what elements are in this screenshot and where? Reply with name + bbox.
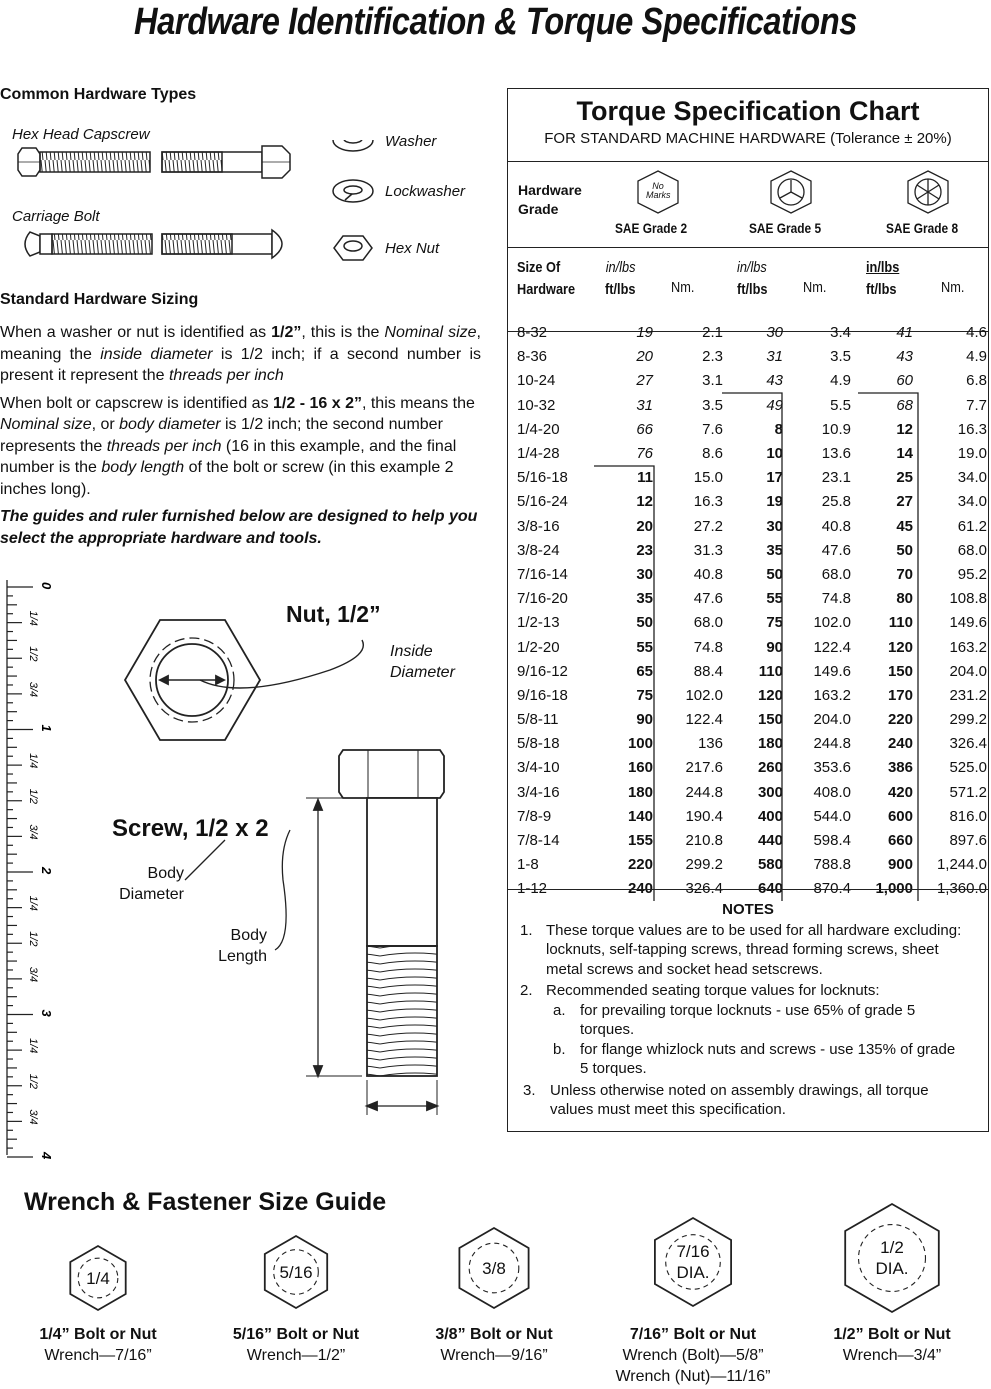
hex-size-label: 1/2 DIA. [875,1238,909,1278]
table-cell: 299.2 [949,711,987,729]
table-cell: 3/4-10 [517,759,560,777]
ruler-major-label: 2 [39,867,54,875]
table-cell: 47.6 [693,590,723,608]
table-cell: 7/16-20 [517,590,568,608]
inside-diameter-label: Inside Diameter [390,643,455,681]
col-grade2-torque-header: in/lbs ft/lbs [605,259,636,298]
table-cell: 8-32 [517,324,548,342]
table-cell: 102.0 [685,686,723,704]
hex-capscrew-icon [18,146,290,178]
wrench-guide-item [404,1324,584,1366]
table-cell: 40.8 [693,565,723,583]
col-grade8-torque-header: in/lbs ft/lbs [866,259,900,298]
chart-title: Torque Specification Chart [576,96,920,126]
table-cell: 7/8-14 [517,832,560,850]
grade-2-label: SAE Grade 2 [615,220,688,236]
table-cell: 55 [766,590,783,608]
table-cell: 525.0 [949,759,987,777]
table-cell: 2.3 [702,348,723,366]
table-cell: 440 [757,832,783,850]
hex-capscrew-label: Hex Head Capscrew [12,126,150,143]
table-cell: 299.2 [685,856,723,874]
table-cell: 65 [636,662,653,680]
table-cell: 6.8 [966,372,987,390]
wrench-guide-heading: Wrench & Fastener Size Guide [24,1188,387,1216]
table-cell: 108.8 [949,590,987,608]
table-cell: 70 [896,565,913,583]
table-cell: 420 [887,783,913,801]
table-cell: 5/16-18 [517,469,568,487]
grade-row [508,161,988,332]
torque-chart [507,88,989,1132]
sizing-heading: Standard Hardware Sizing [0,291,199,308]
hex-nut-icon [334,236,372,260]
table-cell: 74.8 [821,590,851,608]
table-cell: 45 [896,517,913,535]
table-cell: 190.4 [685,807,723,825]
hardware-illustrations [0,140,380,280]
table-cell: 3/4-16 [517,783,560,801]
table-cell: 68.0 [821,565,851,583]
table-cell: 386 [887,759,913,777]
table-cell: 12 [636,493,653,511]
table-cell: 136 [697,735,723,753]
ruler-minor-label: 1/2 [27,646,39,662]
table-cell: 300 [757,783,783,801]
table-cell: 27.2 [693,517,723,535]
grade-marks [628,167,988,217]
table-cell: 600 [887,807,913,825]
table-cell: 7/8-9 [517,807,552,825]
note-3: 3. Unless otherwise noted on assembly drawings, all torque values must meet this specification. [523,1081,929,1118]
table-cell: 8-36 [517,348,548,366]
table-cell: 150 [887,662,913,680]
table-cell: 90 [766,638,783,656]
table-cell: 220 [887,711,913,729]
table-cell: 19 [766,493,783,511]
wrench-size: Wrench—3/4” [842,1347,942,1364]
sizing-paragraph-1: When a washer or nut is identified as 1/2”, this is the Nominal size, meaning the inside diameter is 1/2 inch; if a second number is present it represent the threads per inch [0,324,482,384]
table-cell: 31 [636,396,653,414]
table-cell: 55 [636,638,653,656]
ruler-minor-label: 3/4 [27,1109,39,1125]
table-cell: 68.0 [957,541,987,559]
table-cell: 1/2-13 [517,614,560,632]
hardware-grade-label: Hardware Grade [518,182,582,217]
table-cell: 1,244.0 [936,856,987,874]
table-cell: 408.0 [813,783,851,801]
no-marks-label: No Marks [646,181,671,200]
table-cell: 122.4 [685,711,723,729]
table-cell: 240 [627,880,653,898]
ruler-major-label: 4 [39,1152,54,1160]
table-cell: 544.0 [813,807,851,825]
table-cell: 7.7 [966,396,987,414]
table-cell: 16.3 [957,420,987,438]
table-cell: 816.0 [949,807,987,825]
table-cell: 3.5 [702,396,723,414]
table-cell: 5/8-11 [517,711,559,729]
table-cell: 50 [766,565,783,583]
table-cell: 1,360.0 [936,880,987,898]
table-cell: 1/4-28 [517,445,560,463]
col-grade8-nm-header: Nm. [941,279,965,296]
table-cell: 25.8 [821,493,851,511]
table-cell: 4.9 [966,348,987,366]
carriage-bolt-label: Carriage Bolt [12,208,100,225]
table-cell: 30 [636,565,653,583]
table-cell: 155 [627,832,653,850]
table-cell: 31.3 [693,541,723,559]
table-cell: 204.0 [949,662,987,680]
note-2: 2. Recommended seating torque values for locknuts: [520,982,880,999]
ruler-minor-label: 1/4 [27,1038,39,1054]
table-cell: 110 [888,614,913,632]
table-cell: 100 [627,735,653,753]
ruler-minor-label: 1/2 [27,788,39,805]
table-cell: 50 [896,541,913,559]
table-cell: 163.2 [949,638,987,656]
table-cell: 30 [766,324,783,342]
table-cell: 4.6 [966,324,987,342]
wrench-guide-item [206,1324,386,1366]
table-cell: 66 [636,420,653,438]
table-cell: 3.1 [702,372,723,390]
table-cell: 15.0 [693,469,723,487]
wrench-guide-item [802,1324,982,1366]
screw-label: Screw, 1/2 x 2 [112,815,269,842]
table-cell: 17 [766,469,783,487]
table-cell: 11 [637,469,653,487]
table-cell: 217.6 [685,759,723,777]
table-cell: 27 [636,372,653,390]
fastener-size: 5/16” Bolt or Nut [232,1326,360,1343]
table-cell: 7/16-14 [517,565,568,583]
table-cell: 231.2 [949,686,987,704]
table-cell: 35 [766,541,783,559]
table-cell: 16.3 [693,493,723,511]
table-cell: 244.8 [813,735,851,753]
grade-8-label: SAE Grade 8 [886,220,959,236]
table-cell: 27 [896,493,913,511]
table-cell: 20 [636,348,653,366]
table-cell: 90 [636,711,653,729]
table-cell: 180 [627,783,653,801]
table-cell: 2.1 [702,324,723,342]
table-cell: 660 [887,832,913,850]
table-cell: 400 [757,807,783,825]
table-cell: 326.4 [949,735,987,753]
sizing-paragraph-2: When bolt or capscrew is identified as 1/2 - 16 x 2”, this means the Nominal size, or body diameter is 1/2 inch; the second number represents the threads per inch (16 in this example, and the final number is the body length of the bolt or screw (in this example 2 inches long). [0,394,475,498]
table-cell: 31 [766,348,783,366]
table-cell: 160 [627,759,653,777]
ruler-minor-label: 1/2 [27,931,39,947]
ruler-minor-label: 1/4 [27,610,39,626]
ruler-minor-label: 1/4 [27,753,39,769]
table-cell: 47.6 [821,541,851,559]
grade-5-label: SAE Grade 5 [749,220,822,236]
table-cell: 34.0 [957,493,987,511]
table-cell: 23 [636,541,653,559]
table-cell: 10-32 [517,396,556,414]
table-cell: 75 [766,614,783,632]
table-cell: 1/2-20 [517,638,560,656]
carriage-bolt-icon [25,230,282,258]
table-cell: 571.2 [949,783,987,801]
table-cell: 60 [896,372,913,390]
note-2a: a. for prevailing torque locknuts - use 65% of grade 5 torques. [553,1001,916,1038]
table-cell: 43 [896,348,913,366]
table-cell: 49 [766,396,783,414]
hex-nut-label: Hex Nut [385,240,440,257]
bolt-head-icon [339,750,444,798]
table-cell: 900 [887,856,913,874]
col-size-header: Size Of Hardware [517,259,576,298]
table-cell: 80 [896,590,913,608]
table-cell: 150 [757,711,783,729]
table-cell: 5/16-24 [517,493,568,511]
table-cell: 41 [896,324,913,342]
sizing-text [0,322,481,549]
fastener-size: 1/2” Bolt or Nut [833,1326,951,1343]
table-cell: 25 [896,469,913,487]
table-cell: 5.5 [830,396,851,414]
table-cell: 3.4 [830,324,851,342]
table-cell: 1-8 [517,856,539,874]
table-cell: 95.2 [957,565,987,583]
chart-header [508,89,988,162]
table-cell: 50 [636,614,653,632]
note-2b: b. for flange whizlock nuts and screws - use 135% of grade 5 torques. [553,1040,956,1077]
wrench-size-nut: Wrench (Nut)—11/16” [615,1368,771,1385]
table-cell: 220 [627,856,653,874]
wrench-size: Wrench—7/16” [44,1347,152,1364]
table-cell: 1/4-20 [517,420,560,438]
table-cell: 122.4 [813,638,851,656]
hex-size-label: 5/16 [279,1263,313,1282]
table-cell: 3.5 [830,348,851,366]
table-cell: 580 [757,856,783,874]
table-cell: 30 [766,517,783,535]
grade-divider [508,247,988,248]
table-cell: 19 [636,324,653,342]
washer-icon [333,140,373,151]
table-cell: 19.0 [957,445,987,463]
wrench-guide-item [603,1324,783,1387]
sizing-paragraph-3: The guides and ruler furnished below are designed to help you select the appropriate hardware and tools. [0,508,478,547]
table-cell: 170 [887,686,913,704]
notes-heading: NOTES [722,901,774,918]
hex-size-label: 1/4 [86,1269,110,1288]
hardware-types-heading: Common Hardware Types [0,86,197,103]
fastener-size: 7/16” Bolt or Nut [629,1326,757,1343]
ruler-minor-label: 3/4 [27,966,39,983]
ruler-minor-label: 3/4 [27,681,39,698]
table-cell: 204.0 [813,711,851,729]
table-cell: 163.2 [813,686,851,704]
table-cell: 326.4 [685,880,723,898]
table-cell: 140 [627,807,653,825]
table-cell: 120 [887,638,913,656]
washer-label: Washer [385,133,437,150]
table-cell: 34.0 [957,469,987,487]
table-cell: 74.8 [693,638,723,656]
table-cell: 870.4 [813,880,851,898]
table-cell: 68.0 [693,614,723,632]
table-cell: 20 [636,517,653,535]
table-cell: 10 [766,445,783,463]
table-cell: 88.4 [693,662,723,680]
notes-section [508,889,988,1120]
table-cell: 23.1 [821,469,851,487]
hex-size-label: 3/8 [482,1259,506,1278]
chart-subtitle: FOR STANDARD MACHINE HARDWARE (Tolerance ± 20%) [544,130,952,147]
fastener-size: 3/8” Bolt or Nut [435,1326,553,1343]
table-cell: 8.6 [702,445,723,463]
table-cell: 43 [766,372,783,390]
wrench-size: Wrench (Bolt)—5/8” [622,1347,764,1364]
wrench-size: Wrench—9/16” [440,1347,548,1364]
ruler-minor-label: 3/4 [27,824,39,840]
table-cell: 260 [757,759,783,777]
fastener-size: 1/4” Bolt or Nut [39,1326,157,1343]
table-cell: 210.8 [685,832,723,850]
page-title: Hardware Identification & Torque Specifications [133,1,858,43]
table-cell: 240 [887,735,913,753]
table-cell: 1-12 [517,880,548,898]
table-cell: 788.8 [813,856,851,874]
table-cell: 10-24 [517,372,556,390]
table-cell: 14 [896,445,913,463]
table-cell: 149.6 [949,614,987,632]
nut-label: Nut, 1/2” [286,601,381,627]
table-cell: 5/8-18 [517,735,560,753]
ruler-major-label: 3 [39,1009,54,1017]
table-cell: 3/8-16 [517,517,560,535]
table-cell: 8 [774,420,783,438]
ruler [0,580,60,1160]
table-cell: 35 [636,590,653,608]
unit-step-lines [508,321,990,911]
ruler-major-label: 1 [39,724,54,732]
table-cell: 353.6 [813,759,851,777]
table-cell: 180 [757,735,783,753]
table-cell: 10.9 [821,420,851,438]
ruler-minor-label: 1/2 [27,1073,39,1090]
wrench-size: Wrench—1/2” [246,1347,346,1364]
table-cell: 110 [758,662,783,680]
table-cell: 4.9 [830,372,851,390]
table-cell: 9/16-18 [517,686,568,704]
table-cell: 897.6 [949,832,987,850]
table-cell: 7.6 [702,420,723,438]
table-cell: 1,000 [875,880,913,898]
body-length-label: Body Length [218,927,267,965]
table-cell: 76 [636,445,653,463]
ruler-minor-label: 1/4 [27,895,39,911]
wrench-guide-item [8,1324,188,1366]
table-cell: 102.0 [813,614,851,632]
table-cell: 3/8-24 [517,541,560,559]
note-1: 1. These torque values are to be used for all hardware excluding: locknuts, self-tapping screws, thread forming screws, sheet metal screws and socket head setscrews. [520,921,962,978]
table-cell: 149.6 [813,662,851,680]
table-cell: 598.4 [813,832,851,850]
table-cell: 40.8 [821,517,851,535]
hex-size-label: 7/16 DIA. [676,1242,710,1282]
table-cell: 120 [757,686,783,704]
table-cell: 68 [896,396,913,414]
col-grade2-nm-header: Nm. [671,279,695,296]
lockwasher-label: Lockwasher [385,183,466,200]
ruler-major-label: 0 [39,582,54,590]
table-cell: 244.8 [685,783,723,801]
lockwasher-icon [333,180,373,202]
col-grade5-nm-header: Nm. [803,279,827,296]
col-grade5-torque-header: in/lbs ft/lbs [737,259,768,298]
table-cell: 640 [757,880,783,898]
table-cell: 9/16-12 [517,662,568,680]
table-cell: 61.2 [957,517,987,535]
body-diameter-label: Body Diameter [119,865,184,903]
table-cell: 12 [896,420,913,438]
table-cell: 13.6 [821,445,851,463]
table-cell: 75 [636,686,653,704]
